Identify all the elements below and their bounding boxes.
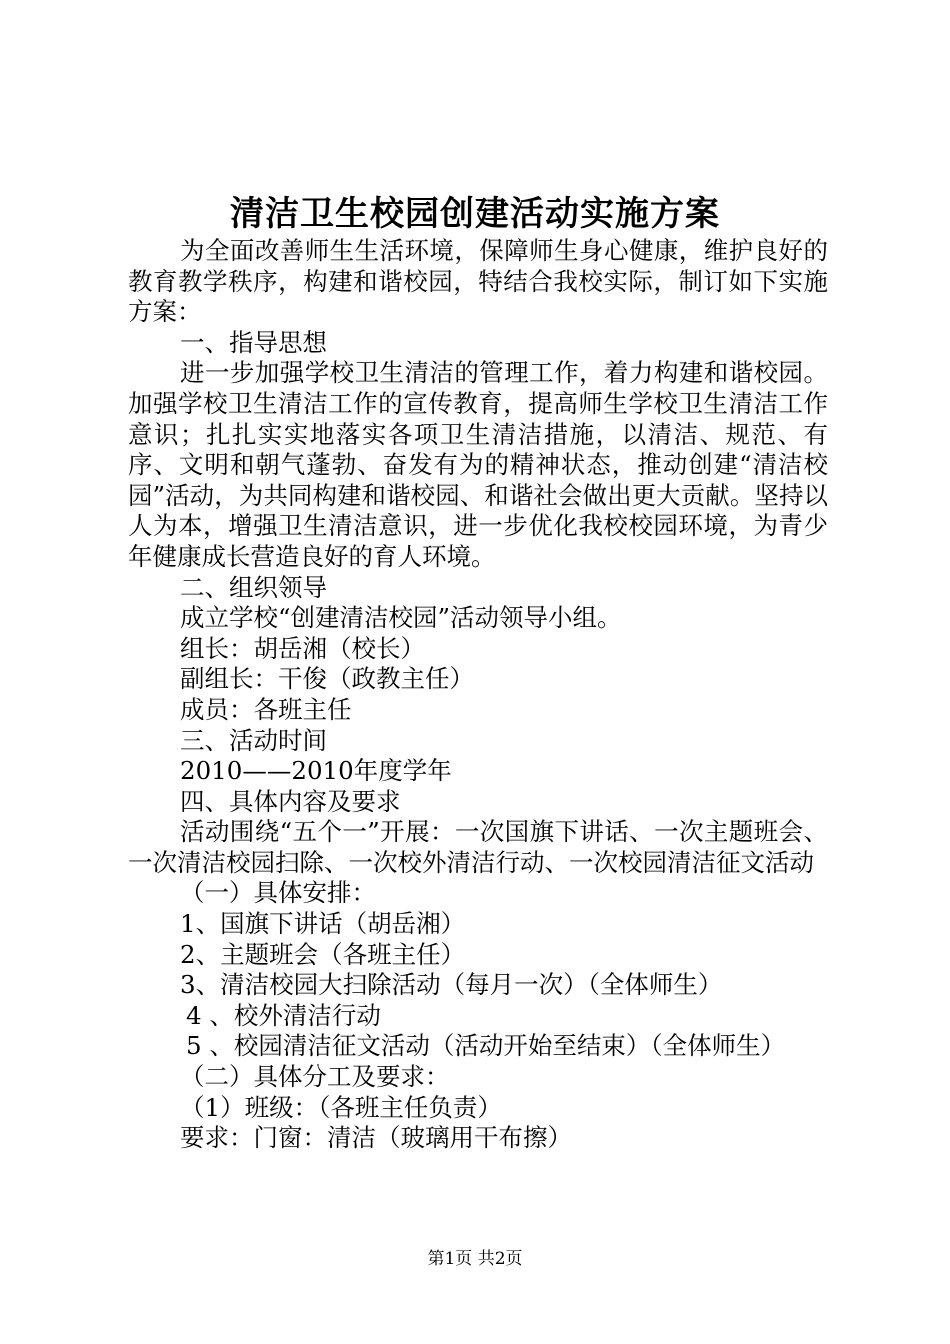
list-item: 5 、校园清洁征文活动（活动开始至结束）（全体师生） <box>186 1031 786 1061</box>
section-3-heading: 三、活动时间 <box>180 725 327 755</box>
deputy-leader-line: 副组长：干俊（政教主任） <box>180 664 474 694</box>
group-leader-line: 组长：胡岳湘（校长） <box>180 633 425 663</box>
class-duty-line: （1）班级：（各班主任负责） <box>180 1092 502 1122</box>
document-body <box>128 236 828 1154</box>
list-item: 1、国旗下讲话（胡岳湘） <box>180 909 466 939</box>
page-number-footer: 第1页 共2页 <box>427 1249 523 1269</box>
section-1-heading: 一、指导思想 <box>180 327 327 357</box>
list-item: 4 、校外清洁行动 <box>186 1000 381 1030</box>
requirement-line: 要求：门窗：清洁（玻璃用干布擦） <box>180 1123 572 1153</box>
activity-time-line: 2010——2010年度学年 <box>180 756 452 786</box>
list-item: 2、主题班会（各班主任） <box>180 939 466 969</box>
subsection-1-heading: （一）具体安排： <box>180 878 376 908</box>
list-item: 3、清洁校园大扫除活动（每月一次）（全体师生） <box>180 970 723 1000</box>
intro-paragraph: 为全面改善师生生活环境，保障师生身心健康，维护良好的教育教学秩序，构建和谐校园，特结合我校实际，制订如下实施方案： <box>128 236 828 327</box>
section-4-heading: 四、具体内容及要求 <box>180 786 401 816</box>
section-2-heading: 二、组织领导 <box>180 572 327 602</box>
subsection-2-heading: （二）具体分工及要求： <box>180 1062 450 1092</box>
section-1-paragraph: 进一步加强学校卫生清洁的管理工作，着力构建和谐校园。加强学校卫生清洁工作的宣传教育，提高师生学校卫生清洁工作意识；扎扎实实地落实各项卫生清洁措施，以清洁、规范、有序、文明和朝气蓬勃、奋发有为的精神状态，推动创建“清洁校园”活动，为共同构建和谐校园、和谐社会做出更大贡献。坚持以人为本，增强卫生清洁意识，进一步优化我校校园环境，为青少年健康成长营造良好的育人环境。 <box>128 358 828 571</box>
section-4-paragraph: 活动围绕“五个一”开展：一次国旗下讲话、一次主题班会、一次清洁校园扫除、一次校外清洁行动、一次校园清洁征文活动 <box>128 817 828 877</box>
leadership-group-line: 成立学校“创建清洁校园”活动领导小组。 <box>180 603 622 633</box>
members-line: 成员：各班主任 <box>180 694 352 724</box>
document-title: 清洁卫生校园创建活动实施方案 <box>230 194 720 234</box>
